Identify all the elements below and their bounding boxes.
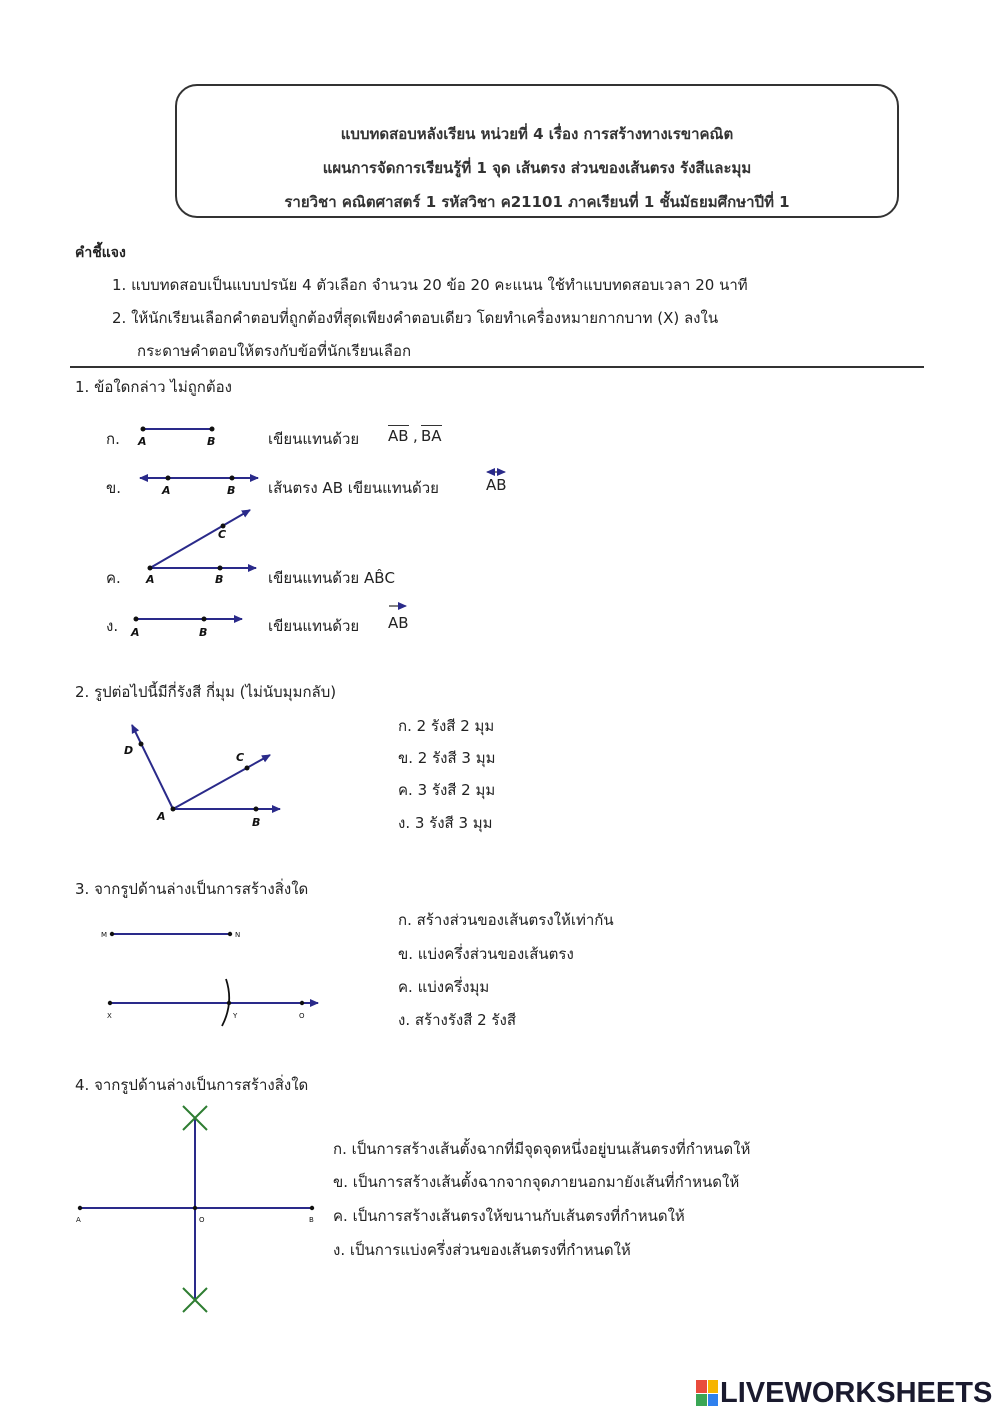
q4-choice-a: ก. เป็นการสร้างเส้นตั้งฉากที่มีจุดจุดหนึ่งอยู่บนเส้นตรงที่กำหนดให้	[333, 1140, 751, 1158]
header-title: แบบทดสอบหลังเรียน หน่วยที่ 4 เรื่อง การสร้างทางเรขาคณิต	[340, 125, 734, 143]
q1-choice-b-sym: AB	[486, 476, 507, 494]
q2-choice-d: ง. 3 รังสี 3 มุม	[398, 814, 493, 832]
q1a-pt-B: B	[207, 435, 216, 448]
q2-pt-D: D	[124, 744, 134, 757]
q1-fig-segment	[137, 427, 215, 449]
q3-choice-b: ข. แบ่งครึ่งส่วนของเส้นตรง	[398, 945, 574, 963]
q3-pt-X: X	[107, 1012, 112, 1020]
q4-pt-A: A	[76, 1216, 81, 1224]
q1d-pt-A: A	[131, 626, 140, 639]
liveworksheets-mark-icon	[696, 1380, 718, 1406]
q2-choice-b: ข. 2 รังสี 3 มุม	[398, 749, 496, 767]
instruction-item-2-cont: กระดาษคำตอบให้ตรงกับข้อที่นักเรียนเลือก	[137, 342, 412, 360]
q4-pt-O: O	[199, 1216, 205, 1224]
q1b-pt-A: A	[162, 484, 171, 497]
q3-pt-N: N	[235, 931, 241, 939]
q1c-pt-A: A	[146, 573, 155, 586]
q1a-pt-A: A	[138, 435, 147, 448]
q1-choice-a-sym1: AB	[388, 427, 409, 445]
q2-pt-B: B	[252, 816, 261, 829]
q2-fig-rays	[124, 725, 280, 829]
q1-choice-a-label: ก.	[106, 430, 120, 448]
q3-choice-d: ง. สร้างรังสี 2 รังสี	[398, 1011, 516, 1029]
q2-pt-A: A	[157, 810, 166, 823]
q3-pt-O: O	[299, 1012, 305, 1020]
q4-pt-B: B	[309, 1216, 314, 1224]
header-subject: รายวิชา คณิตศาสตร์ 1 รหัสวิชา ค21101 ภาคเรียนที่ 1 ชั้นมัธยมศึกษาปีที่ 1	[284, 193, 790, 211]
instruction-item-2: 2. ให้นักเรียนเลือกคำตอบที่ถูกต้องที่สุดเพียงคำตอบเดียว โดยทำเครื่องหมายกากบาท (X) ลงใน	[112, 309, 719, 327]
q1c-pt-C: C	[218, 528, 227, 541]
q4-choice-c: ค. เป็นการสร้างเส้นตรงให้ขนานกับเส้นตรงที่กำหนดให้	[333, 1207, 685, 1225]
q2-choice-c: ค. 3 รังสี 2 มุม	[398, 781, 496, 799]
q1-choice-d-sym: AB	[388, 614, 409, 632]
q3-pt-M: M	[101, 931, 108, 939]
q1d-pt-B: B	[199, 626, 208, 639]
q2-choice-a: ก. 2 รังสี 2 มุม	[398, 717, 495, 735]
liveworksheets-logo[interactable]	[696, 1376, 992, 1410]
q1-choice-c-text: เขียนแทนด้วย AB̂C	[268, 569, 395, 587]
header-lesson-plan: แผนการจัดการเรียนรู้ที่ 1 จุด เส้นตรง ส่วนของเส้นตรง รังสีและมุม	[322, 159, 752, 177]
liveworksheets-wordmark: LIVEWORKSHEETS	[720, 1376, 993, 1409]
instructions-title: คำชี้แจง	[75, 245, 126, 261]
q1-fig-line	[140, 476, 258, 498]
q1b-pt-B: B	[227, 484, 236, 497]
q1-choice-b-label: ข.	[106, 479, 122, 497]
q3-choice-a: ก. สร้างส่วนของเส้นตรงให้เท่ากัน	[398, 911, 614, 929]
q1-choice-a-sep: ,	[413, 427, 418, 445]
instruction-item-1: 1. แบบทดสอบเป็นแบบปรนัย 4 ตัวเลือก จำนวน 20 ข้อ 20 คะแนน ใช้ทำแบบทดสอบเวลา 20 นาที	[112, 276, 748, 294]
q1-choice-b-text: เส้นตรง AB เขียนแทนด้วย	[268, 479, 439, 497]
q2-question: 2. รูปต่อไปนี้มีกี่รังสี กี่มุม (ไม่นับมุมกลับ)	[75, 683, 337, 701]
q1-fig-angle	[145, 510, 256, 586]
q1-choice-c-label: ค.	[106, 569, 121, 587]
q3-question: 3. จากรูปด้านล่างเป็นการสร้างสิ่งใด	[75, 880, 309, 898]
q2-pt-C: C	[236, 751, 245, 764]
q4-question: 4. จากรูปด้านล่างเป็นการสร้างสิ่งใด	[75, 1076, 309, 1094]
q1-question: 1. ข้อใดกล่าว ไม่ถูกต้อง	[75, 378, 232, 396]
q1c-pt-B: B	[215, 573, 224, 586]
q1-fig-ray	[130, 606, 406, 639]
q3-choice-c: ค. แบ่งครึ่งมุม	[398, 978, 490, 996]
q4-choice-d: ง. เป็นการแบ่งครึ่งส่วนของเส้นตรงที่กำหนดให้	[333, 1241, 631, 1259]
q3-fig-construction	[101, 931, 318, 1026]
q4-fig-perpendicular	[76, 1106, 314, 1312]
q1-choice-a-text: เขียนแทนด้วย	[268, 430, 360, 448]
q1-choice-a-sym2: BA	[421, 427, 442, 445]
q1-choice-d-text: เขียนแทนด้วย	[268, 617, 360, 635]
q3-pt-Y: Y	[233, 1012, 238, 1020]
q4-choice-b: ข. เป็นการสร้างเส้นตั้งฉากจากจุดภายนอกมายังเส้นที่กำหนดให้	[333, 1173, 740, 1191]
q1-choice-d-label: ง.	[106, 617, 119, 635]
